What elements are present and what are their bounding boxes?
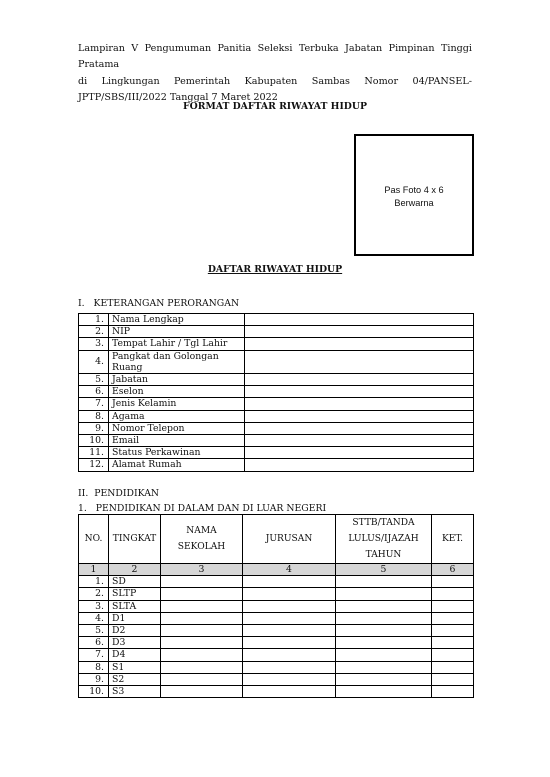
field-value[interactable] xyxy=(245,410,474,422)
intro-line-3: JPTP/SBS/III/2022 Tanggal 7 Maret 2022 xyxy=(78,92,278,104)
remarks-cell[interactable] xyxy=(432,600,474,612)
school-name-cell[interactable] xyxy=(161,673,243,685)
education-level: SLTA xyxy=(109,600,161,612)
school-name-cell[interactable] xyxy=(161,637,243,649)
intro-line-2: di Lingkungan Pemerintah Kabupaten Sambas Nomor 04/PANSEL- xyxy=(78,75,472,87)
column-number: 4 xyxy=(243,564,336,576)
education-level: S3 xyxy=(109,686,161,698)
school-name-cell[interactable] xyxy=(161,625,243,637)
school-name-cell[interactable] xyxy=(161,686,243,698)
major-cell[interactable] xyxy=(243,588,336,600)
field-label: Email xyxy=(109,435,245,447)
certificate-year-cell[interactable] xyxy=(336,661,432,673)
remarks-cell[interactable] xyxy=(432,661,474,673)
remarks-cell[interactable] xyxy=(432,612,474,624)
photo-label-2: Berwarna xyxy=(394,198,434,208)
row-number: 5. xyxy=(79,625,109,637)
remarks-cell[interactable] xyxy=(432,686,474,698)
section-education-subheading: 1. PENDIDIKAN DI DALAM DAN DI LUAR NEGERI xyxy=(78,503,327,514)
major-cell[interactable] xyxy=(243,686,336,698)
row-number: 2. xyxy=(79,588,109,600)
field-label: Jabatan xyxy=(109,374,245,386)
certificate-year-cell[interactable] xyxy=(336,600,432,612)
certificate-year-cell[interactable] xyxy=(336,625,432,637)
major-cell[interactable] xyxy=(243,661,336,673)
field-label: Nomor Telepon xyxy=(109,422,245,434)
row-number: 9. xyxy=(79,673,109,685)
row-number: 1. xyxy=(79,314,109,326)
major-cell[interactable] xyxy=(243,649,336,661)
personal-row xyxy=(79,374,474,386)
field-value[interactable] xyxy=(245,326,474,338)
education-level: SLTP xyxy=(109,588,161,600)
education-level: S1 xyxy=(109,661,161,673)
education-level: D1 xyxy=(109,612,161,624)
row-number: 11. xyxy=(79,447,109,459)
field-label: Tempat Lahir / Tgl Lahir xyxy=(109,338,245,350)
photo-box xyxy=(354,134,474,256)
major-cell[interactable] xyxy=(243,600,336,612)
remarks-cell[interactable] xyxy=(432,576,474,588)
education-column-header: KET. xyxy=(432,515,474,564)
field-label: Nama Lengkap xyxy=(109,314,245,326)
major-cell[interactable] xyxy=(243,637,336,649)
school-name-cell[interactable] xyxy=(161,600,243,612)
cv-title: DAFTAR RIWAYAT HIDUP xyxy=(207,264,343,275)
education-level: SD xyxy=(109,576,161,588)
education-row xyxy=(79,649,474,661)
row-number: 10. xyxy=(79,686,109,698)
field-label: Eselon xyxy=(109,386,245,398)
field-value[interactable] xyxy=(245,350,474,373)
education-row xyxy=(79,673,474,685)
section-education-heading: II. PENDIDIKAN xyxy=(78,488,160,499)
column-number-row xyxy=(79,564,474,576)
row-number: 6. xyxy=(79,386,109,398)
education-row xyxy=(79,625,474,637)
field-label: Agama xyxy=(109,410,245,422)
intro-line-1: Lampiran V Pengumuman Panitia Seleksi Terbuka Jabatan Pimpinan Tinggi Pratama xyxy=(78,43,472,71)
education-column-header: JURUSAN xyxy=(243,515,336,564)
row-number: 3. xyxy=(79,600,109,612)
row-number: 12. xyxy=(79,459,109,471)
education-level: D3 xyxy=(109,637,161,649)
education-column-header: TINGKAT xyxy=(109,515,161,564)
education-level: D2 xyxy=(109,625,161,637)
education-level: S2 xyxy=(109,673,161,685)
personal-row xyxy=(79,447,474,459)
personal-row xyxy=(79,350,474,373)
row-number: 8. xyxy=(79,410,109,422)
personal-row xyxy=(79,326,474,338)
personal-row xyxy=(79,338,474,350)
certificate-year-cell[interactable] xyxy=(336,576,432,588)
row-number: 4. xyxy=(79,350,109,373)
personal-row xyxy=(79,459,474,471)
announcement-header xyxy=(78,41,472,107)
education-column-header: NO. xyxy=(79,515,109,564)
field-value[interactable] xyxy=(245,435,474,447)
education-row xyxy=(79,661,474,673)
education-row xyxy=(79,637,474,649)
education-row xyxy=(79,686,474,698)
row-number: 1. xyxy=(79,576,109,588)
row-number: 6. xyxy=(79,637,109,649)
school-name-cell[interactable] xyxy=(161,588,243,600)
education-column-header: STTB/TANDA LULUS/IJAZAH TAHUN xyxy=(336,515,432,564)
major-cell[interactable] xyxy=(243,576,336,588)
personal-row xyxy=(79,410,474,422)
field-label: Alamat Rumah xyxy=(109,459,245,471)
education-header-row xyxy=(79,515,474,564)
field-value[interactable] xyxy=(245,374,474,386)
row-number: 7. xyxy=(79,398,109,410)
remarks-cell[interactable] xyxy=(432,673,474,685)
field-value[interactable] xyxy=(245,386,474,398)
row-number: 5. xyxy=(79,374,109,386)
row-number: 9. xyxy=(79,422,109,434)
field-value[interactable] xyxy=(245,459,474,471)
row-number: 8. xyxy=(79,661,109,673)
major-cell[interactable] xyxy=(243,625,336,637)
remarks-cell[interactable] xyxy=(432,588,474,600)
column-number: 5 xyxy=(336,564,432,576)
personal-row xyxy=(79,398,474,410)
certificate-year-cell[interactable] xyxy=(336,612,432,624)
education-row xyxy=(79,588,474,600)
remarks-cell[interactable] xyxy=(432,649,474,661)
school-name-cell[interactable] xyxy=(161,649,243,661)
education-table xyxy=(78,514,474,698)
personal-info-table xyxy=(78,313,474,472)
row-number: 3. xyxy=(79,338,109,350)
education-row xyxy=(79,600,474,612)
field-value[interactable] xyxy=(245,422,474,434)
certificate-year-cell[interactable] xyxy=(336,588,432,600)
education-column-header: NAMA SEKOLAH xyxy=(161,515,243,564)
field-value[interactable] xyxy=(245,398,474,410)
remarks-cell[interactable] xyxy=(432,637,474,649)
personal-row xyxy=(79,435,474,447)
column-number: 2 xyxy=(109,564,161,576)
photo-label-1: Pas Foto 4 x 6 xyxy=(384,185,444,195)
row-number: 2. xyxy=(79,326,109,338)
certificate-year-cell[interactable] xyxy=(336,637,432,649)
certificate-year-cell[interactable] xyxy=(336,673,432,685)
education-level: D4 xyxy=(109,649,161,661)
school-name-cell[interactable] xyxy=(161,661,243,673)
remarks-cell[interactable] xyxy=(432,625,474,637)
row-number: 7. xyxy=(79,649,109,661)
personal-row xyxy=(79,386,474,398)
column-number: 1 xyxy=(79,564,109,576)
school-name-cell[interactable] xyxy=(161,576,243,588)
field-label: Jenis Kelamin xyxy=(109,398,245,410)
column-number: 3 xyxy=(161,564,243,576)
major-cell[interactable] xyxy=(243,612,336,624)
personal-row xyxy=(79,314,474,326)
field-value[interactable] xyxy=(245,447,474,459)
row-number: 4. xyxy=(79,612,109,624)
field-label: Status Perkawinan xyxy=(109,447,245,459)
field-label: Pangkat dan Golongan Ruang xyxy=(109,350,245,373)
row-number: 10. xyxy=(79,435,109,447)
field-value[interactable] xyxy=(245,314,474,326)
field-value[interactable] xyxy=(245,338,474,350)
section-personal-heading: I. KETERANGAN PERORANGAN xyxy=(78,298,240,309)
certificate-year-cell[interactable] xyxy=(336,649,432,661)
school-name-cell[interactable] xyxy=(161,612,243,624)
education-row xyxy=(79,612,474,624)
field-label: NIP xyxy=(109,326,245,338)
column-number: 6 xyxy=(432,564,474,576)
personal-row xyxy=(79,422,474,434)
major-cell[interactable] xyxy=(243,673,336,685)
education-row xyxy=(79,576,474,588)
format-title: FORMAT DAFTAR RIWAYAT HIDUP xyxy=(183,101,367,112)
certificate-year-cell[interactable] xyxy=(336,686,432,698)
